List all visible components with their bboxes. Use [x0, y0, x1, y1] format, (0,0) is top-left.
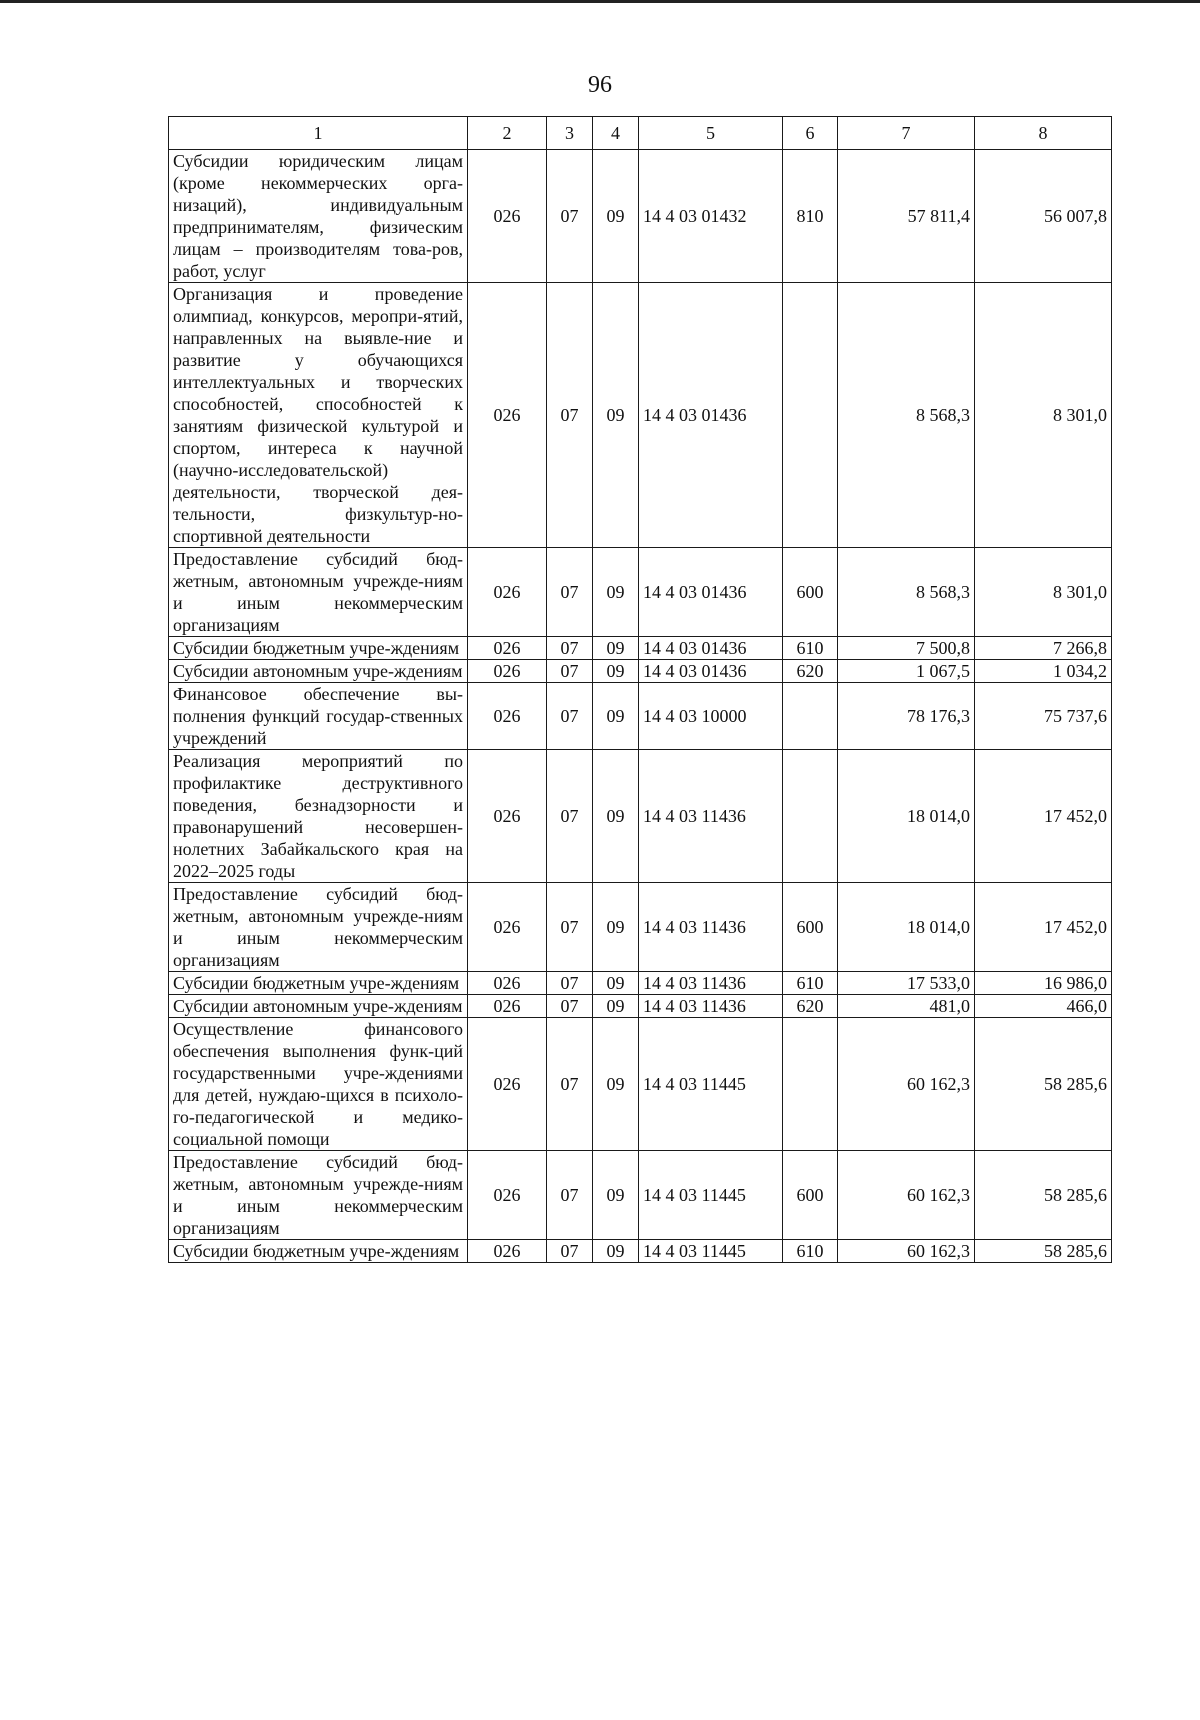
cell-target-code: 14 4 03 01432 — [639, 150, 783, 283]
row-name: Предоставление субсидий бюд-жетным, автономным учрежде-ниям и иным некоммерческим организациям — [169, 883, 468, 972]
column-header: 2 — [468, 117, 547, 150]
row-name: Предоставление субсидий бюд-жетным, автономным учрежде-ниям и иным некоммерческим организациям — [169, 548, 468, 637]
cell-amount-2: 8 301,0 — [975, 283, 1112, 548]
cell-section: 07 — [547, 660, 593, 683]
row-name: Субсидии бюджетным учре-ждениям — [169, 1240, 468, 1263]
cell-target-code: 14 4 03 11445 — [639, 1151, 783, 1240]
table-row — [169, 548, 1112, 637]
table-row — [169, 995, 1112, 1018]
cell-amount-1: 57 811,4 — [838, 150, 975, 283]
cell-amount-2: 56 007,8 — [975, 150, 1112, 283]
table-row — [169, 750, 1112, 883]
cell-ministry: 026 — [468, 1240, 547, 1263]
cell-amount-2: 75 737,6 — [975, 683, 1112, 750]
cell-ministry: 026 — [468, 283, 547, 548]
cell-ministry: 026 — [468, 972, 547, 995]
cell-amount-1: 8 568,3 — [838, 548, 975, 637]
row-name: Финансовое обеспечение вы-полнения функций государ-ственных учреждений — [169, 683, 468, 750]
column-header: 4 — [593, 117, 639, 150]
cell-amount-1: 78 176,3 — [838, 683, 975, 750]
cell-target-code: 14 4 03 10000 — [639, 683, 783, 750]
cell-ministry: 026 — [468, 1151, 547, 1240]
cell-subsection: 09 — [593, 995, 639, 1018]
cell-section: 07 — [547, 1240, 593, 1263]
page-number: 96 — [588, 72, 612, 98]
column-header: 5 — [639, 117, 783, 150]
cell-subsection: 09 — [593, 150, 639, 283]
cell-subsection: 09 — [593, 883, 639, 972]
cell-expense-type: 620 — [783, 660, 838, 683]
cell-amount-1: 18 014,0 — [838, 883, 975, 972]
cell-expense-type: 610 — [783, 972, 838, 995]
cell-expense-type: 610 — [783, 1240, 838, 1263]
table-row — [169, 660, 1112, 683]
cell-subsection: 09 — [593, 637, 639, 660]
cell-section: 07 — [547, 548, 593, 637]
cell-subsection: 09 — [593, 972, 639, 995]
cell-target-code: 14 4 03 11436 — [639, 883, 783, 972]
cell-expense-type — [783, 283, 838, 548]
cell-target-code: 14 4 03 11436 — [639, 750, 783, 883]
cell-ministry: 026 — [468, 750, 547, 883]
table-row — [169, 1240, 1112, 1263]
cell-section: 07 — [547, 637, 593, 660]
cell-expense-type — [783, 683, 838, 750]
table-row — [169, 1018, 1112, 1151]
row-name: Организация и проведение олимпиад, конкурсов, меропри-ятий, направленных на выявле-ние и развитие у обучающихся интеллектуальных и творческих способностей, способностей к занятиям физической культурой и спортом, интереса к научной (научно-исследовательской) деятельности, творческой дея-тельности, физкультур-но-спортивной деятельности — [169, 283, 468, 548]
cell-subsection: 09 — [593, 1151, 639, 1240]
cell-section: 07 — [547, 750, 593, 883]
cell-expense-type: 610 — [783, 637, 838, 660]
cell-expense-type: 810 — [783, 150, 838, 283]
cell-amount-2: 1 034,2 — [975, 660, 1112, 683]
cell-expense-type — [783, 1018, 838, 1151]
cell-expense-type: 600 — [783, 548, 838, 637]
cell-subsection: 09 — [593, 283, 639, 548]
cell-amount-2: 16 986,0 — [975, 972, 1112, 995]
cell-amount-2: 17 452,0 — [975, 750, 1112, 883]
cell-subsection: 09 — [593, 1240, 639, 1263]
cell-target-code: 14 4 03 01436 — [639, 660, 783, 683]
cell-ministry: 026 — [468, 660, 547, 683]
cell-amount-1: 8 568,3 — [838, 283, 975, 548]
cell-ministry: 026 — [468, 150, 547, 283]
cell-expense-type: 600 — [783, 883, 838, 972]
row-name: Субсидии юридическим лицам (кроме некоммерческих орга-низаций), индивидуальным предпринимателям, физическим лицам – производителям това-ров, работ, услуг — [169, 150, 468, 283]
cell-expense-type: 600 — [783, 1151, 838, 1240]
cell-amount-2: 8 301,0 — [975, 548, 1112, 637]
cell-amount-1: 17 533,0 — [838, 972, 975, 995]
cell-subsection: 09 — [593, 750, 639, 883]
top-border-rule — [0, 0, 1200, 3]
cell-amount-2: 7 266,8 — [975, 637, 1112, 660]
cell-amount-1: 60 162,3 — [838, 1151, 975, 1240]
column-header: 6 — [783, 117, 838, 150]
cell-amount-1: 1 067,5 — [838, 660, 975, 683]
row-name: Реализация мероприятий по профилактике деструктивного поведения, безнадзорности и правонарушений несовершен-нолетних Забайкальского края на 2022–2025 годы — [169, 750, 468, 883]
cell-section: 07 — [547, 972, 593, 995]
budget-table — [168, 116, 1112, 1263]
cell-amount-2: 17 452,0 — [975, 883, 1112, 972]
table-row — [169, 883, 1112, 972]
cell-subsection: 09 — [593, 1018, 639, 1151]
table-row — [169, 972, 1112, 995]
cell-section: 07 — [547, 883, 593, 972]
cell-ministry: 026 — [468, 1018, 547, 1151]
table-row — [169, 283, 1112, 548]
cell-amount-1: 7 500,8 — [838, 637, 975, 660]
cell-section: 07 — [547, 150, 593, 283]
cell-subsection: 09 — [593, 548, 639, 637]
cell-target-code: 14 4 03 11445 — [639, 1018, 783, 1151]
cell-section: 07 — [547, 1018, 593, 1151]
cell-ministry: 026 — [468, 637, 547, 660]
cell-ministry: 026 — [468, 683, 547, 750]
cell-section: 07 — [547, 1151, 593, 1240]
column-header: 1 — [169, 117, 468, 150]
column-header: 8 — [975, 117, 1112, 150]
cell-target-code: 14 4 03 11436 — [639, 995, 783, 1018]
row-name: Предоставление субсидий бюд-жетным, автономным учрежде-ниям и иным некоммерческим организациям — [169, 1151, 468, 1240]
cell-amount-2: 58 285,6 — [975, 1018, 1112, 1151]
cell-target-code: 14 4 03 01436 — [639, 548, 783, 637]
row-name: Субсидии автономным учре-ждениям — [169, 995, 468, 1018]
row-name: Осуществление финансового обеспечения выполнения функ-ций государственными учре-ждениями для детей, нуждаю-щихся в психоло-го-педагогической и медико-социальной помощи — [169, 1018, 468, 1151]
cell-amount-1: 481,0 — [838, 995, 975, 1018]
cell-section: 07 — [547, 683, 593, 750]
cell-target-code: 14 4 03 01436 — [639, 283, 783, 548]
cell-target-code: 14 4 03 11445 — [639, 1240, 783, 1263]
cell-expense-type: 620 — [783, 995, 838, 1018]
cell-ministry: 026 — [468, 548, 547, 637]
cell-subsection: 09 — [593, 660, 639, 683]
row-name: Субсидии автономным учре-ждениям — [169, 660, 468, 683]
column-header: 3 — [547, 117, 593, 150]
cell-ministry: 026 — [468, 883, 547, 972]
table-row — [169, 683, 1112, 750]
cell-amount-1: 60 162,3 — [838, 1240, 975, 1263]
cell-amount-2: 466,0 — [975, 995, 1112, 1018]
cell-target-code: 14 4 03 11436 — [639, 972, 783, 995]
cell-section: 07 — [547, 995, 593, 1018]
cell-amount-2: 58 285,6 — [975, 1240, 1112, 1263]
header-row — [169, 117, 1112, 150]
table-row — [169, 637, 1112, 660]
cell-amount-2: 58 285,6 — [975, 1151, 1112, 1240]
cell-amount-1: 18 014,0 — [838, 750, 975, 883]
column-header: 7 — [838, 117, 975, 150]
cell-ministry: 026 — [468, 995, 547, 1018]
cell-subsection: 09 — [593, 683, 639, 750]
cell-section: 07 — [547, 283, 593, 548]
row-name: Субсидии бюджетным учре-ждениям — [169, 972, 468, 995]
table-row — [169, 150, 1112, 283]
cell-expense-type — [783, 750, 838, 883]
cell-target-code: 14 4 03 01436 — [639, 637, 783, 660]
cell-amount-1: 60 162,3 — [838, 1018, 975, 1151]
table-row — [169, 1151, 1112, 1240]
row-name: Субсидии бюджетным учре-ждениям — [169, 637, 468, 660]
